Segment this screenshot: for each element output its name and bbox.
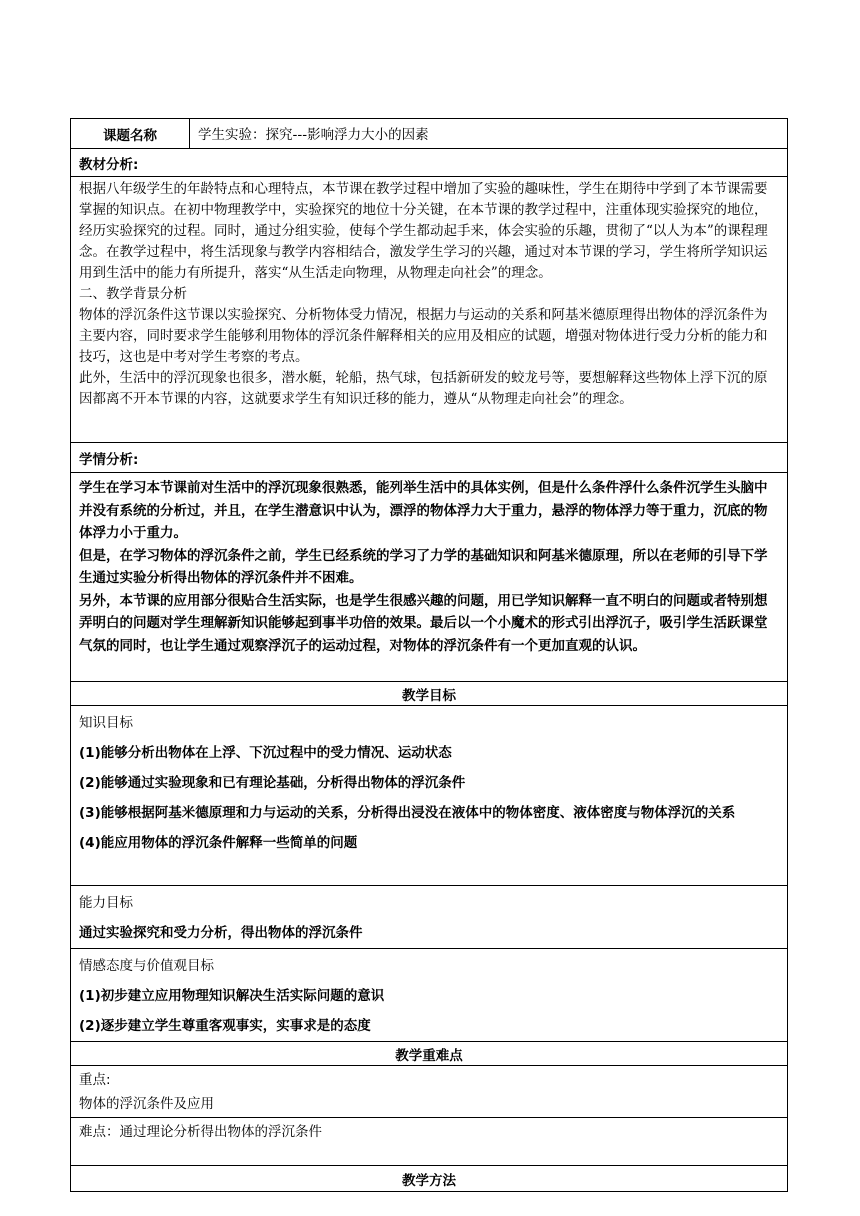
topic-value: 学生实验：探究---影响浮力大小的因素	[190, 119, 788, 149]
knowledge-item-1: (1)能够分析出物体在上浮、下沉过程中的受力情况、运动状态	[79, 745, 452, 761]
goals-title: 教学目标	[71, 682, 788, 706]
learner-body	[71, 473, 788, 682]
knowledge-goals-cell	[71, 706, 788, 886]
key-row	[71, 1066, 788, 1118]
key-label: 重点:	[79, 1072, 111, 1088]
learner-heading: 学情分析:	[71, 443, 788, 473]
emotion-goals-cell	[71, 949, 788, 1042]
knowledge-item-3: (3)能够根据阿基米德原理和力与运动的关系，分析得出浸没在液体中的物体密度、液体密度与物体浮沉的关系	[79, 805, 736, 821]
methods-title: 教学方法	[71, 1166, 788, 1192]
key-cell	[71, 1066, 788, 1118]
key-text: 物体的浮沉条件及应用	[79, 1096, 214, 1112]
ability-goals-cell	[71, 886, 788, 949]
learner-body-row	[71, 473, 788, 682]
keypoints-title-row	[71, 1042, 788, 1066]
material-para-3: 此外，生活中的浮沉现象也很多，潜水艇，轮船，热气球，包括新研发的蛟龙号等，要想解释这些物体上浮下沉的原因都离不开本节课的内容，这就要求学生有知识迁移的能力，遵从“从物理走向社会”的理念。	[79, 370, 768, 407]
material-para-1: 根据八年级学生的年龄特点和心理特点，本节课在教学过程中增加了实验的趣味性，学生在期待中学到了本节课需要掌握的知识点。在初中物理教学中，实验探究的地位十分关键，在本节课的教学过程中，注重体现实验探究的地位，经历实验探究的过程。同时，通过分组实验，使每个学生都动起手来，体会实验的乐趣，贯彻了“以人为本”的课程理念。在教学过程中，将生活现象与教学内容相结合，激发学生学习的兴趣，通过对本节课的学习，学生将所学知识运用到生活中的能力有所提升，落实“从生活走向物理，从物理走向社会”的理念。	[79, 181, 768, 281]
methods-title-row	[71, 1166, 788, 1192]
material-subheading: 二、教学背景分析	[79, 286, 187, 302]
material-para-2: 物体的浮沉条件这节课以实验探究、分析物体受力情况，根据力与运动的关系和阿基米德原理得出物体的浮沉条件为主要内容，同时要求学生能够利用物体的浮沉条件解释相关的应用及相应的试题，增强对物体进行受力分析的能力和技巧，这也是中考对学生考察的考点。	[79, 307, 768, 365]
learner-heading-row	[71, 443, 788, 473]
ability-text: 通过实验探究和受力分析，得出物体的浮沉条件	[79, 925, 363, 941]
difficulty-text: 难点：通过理论分析得出物体的浮沉条件	[71, 1118, 788, 1166]
material-body-row	[71, 177, 788, 443]
material-heading: 教材分析:	[71, 149, 788, 177]
emotion-item-1: (1)初步建立应用物理知识解决生活实际问题的意识	[79, 988, 385, 1004]
topic-label: 课题名称	[71, 119, 190, 149]
material-heading-row	[71, 149, 788, 177]
header-row	[71, 119, 788, 149]
emotion-title: 情感态度与价值观目标	[79, 958, 214, 974]
knowledge-item-4: (4)能应用物体的浮沉条件解释一些简单的问题	[79, 835, 358, 851]
ability-title: 能力目标	[79, 895, 133, 911]
difficulty-row	[71, 1118, 788, 1166]
ability-goals-row	[71, 886, 788, 949]
learner-para-2: 但是，在学习物体的浮沉条件之前，学生已经系统的学习了力学的基础知识和阿基米德原理，所以在老师的引导下学生通过实验分析得出物体的浮沉条件并不困难。	[79, 547, 768, 586]
learner-para-1: 学生在学习本节课前对生活中的浮沉现象很熟悉，能列举生活中的具体实例，但是什么条件浮什么条件沉学生头脑中并没有系统的分析过，并且，在学生潜意识中认为，漂浮的物体浮力大于重力，悬浮的物体浮力等于重力，沉底的物体浮力小于重力。	[79, 480, 768, 541]
learner-para-3: 另外，本节课的应用部分很贴合生活实际，也是学生很感兴趣的问题，用已学知识解释一直不明白的问题或者特别想弄明白的问题对学生理解新知识能够起到事半功倍的效果。最后以一个小魔术的形式引出浮沉子，吸引学生活跃课堂气氛的同时，也让学生通过观察浮沉子的运动过程，对物体的浮沉条件有一个更加直观的认识。	[79, 592, 768, 654]
lesson-plan-table	[70, 118, 788, 1192]
emotion-goals-row	[71, 949, 788, 1042]
knowledge-item-2: (2)能够通过实验现象和已有理论基础，分析得出物体的浮沉条件	[79, 775, 466, 791]
knowledge-goals-row	[71, 706, 788, 886]
material-body	[71, 177, 788, 443]
goals-title-row	[71, 682, 788, 706]
knowledge-title: 知识目标	[79, 715, 133, 731]
keypoints-title: 教学重难点	[71, 1042, 788, 1066]
emotion-item-2: (2)逐步建立学生尊重客观事实，实事求是的态度	[79, 1018, 371, 1034]
